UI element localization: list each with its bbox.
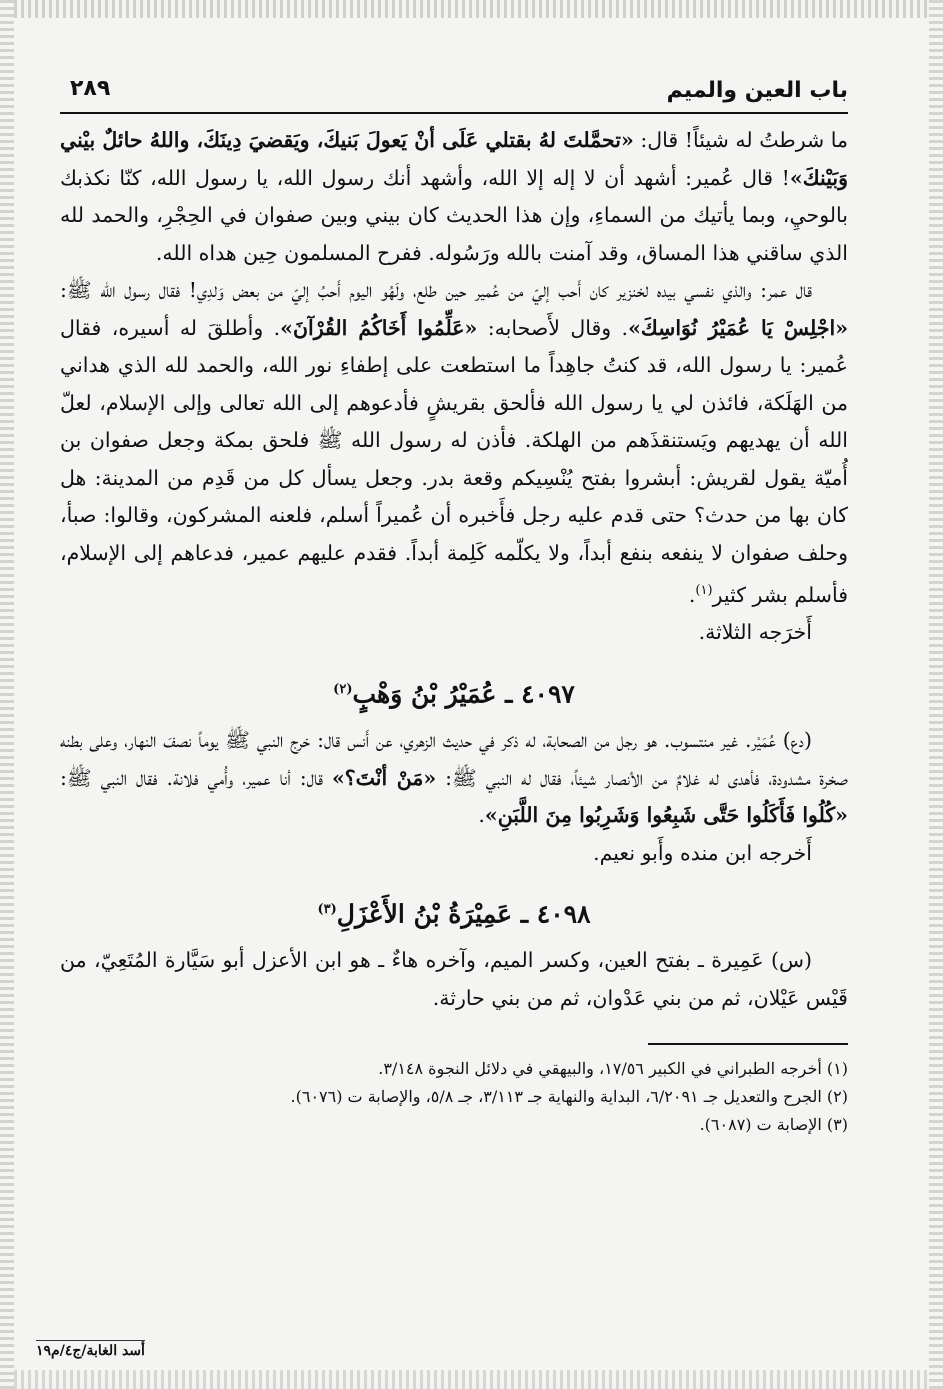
hadith-quote: «كُلُوا فَأَكَلُوا حَتَّى شَبِعُوا وَشَرِبُوا مِنَ اللَّبَنِ»	[484, 803, 848, 828]
paragraph-2	[60, 272, 848, 614]
page-frame-top	[0, 0, 943, 18]
attribution-line: أَخرَجه الثلاثة.	[698, 620, 812, 645]
footnote-ref: (١)	[695, 583, 713, 598]
page-header	[60, 70, 848, 114]
page-frame-left	[0, 0, 14, 1389]
text-run: .	[478, 803, 485, 828]
paragraph-1	[60, 122, 848, 272]
entry-paragraph: (س) عَمِيرة ـ بفتح العين، وكسر الميم، وآخره هاءٌ ـ هو ابن الأعزل أبو سَيَّارة المُتَعِيّ، من قَيْس عَيْلان، ثم من بني عَدْوان، ثم من بني حارثة.	[60, 948, 848, 1010]
text-run: قال عمر: والذي نفسي بيده لخنزير كان أَحب إليّ من عُمير حين طلع، ولَهُو اليوم أَحبُ إليّ من بعض وَلدِي! فقال رسول الله ﷺ:	[60, 278, 812, 302]
text-run: (دع) عُمَيْر. غير منتسوب. هو رجل من الصحابة، له ذكر في حديث الزهري، عن أَنس قال: خرج النبي ﷺ يوماً نصفَ النهار، وعلى بطنه صخرة مشدودة، فأهدى له غلامٌ من الأنصار شيئاً، فقال له النبي ﷺ:	[60, 728, 849, 790]
hadith-quote: «عَلِّمُوا أَخَاكُمُ القُرْآنَ»	[280, 315, 478, 340]
hadith-quote: «تحمَّلتَ لهُ بقتلي عَلَى أنْ يَعولَ بَنيكَ، ويَقضيَ دِينَكَ، واللهُ حائلٌ بيْني وَبَيْنكَ»	[60, 128, 848, 190]
book-page	[60, 70, 848, 1370]
footnote: (١) أخرجه الطبراني في الكبير ١٧/٥٦، والبيهقي في دلائل النجوة ٣/١٤٨.	[378, 1059, 848, 1079]
page-number: ٢٨٩	[70, 76, 111, 101]
running-head: باب العين والميم	[666, 78, 848, 103]
footnote-ref: (٣)	[317, 902, 337, 918]
footnote: (٢) الجرح والتعديل جـ ٦/٢٠٩١، البداية والنهاية جـ ٣/١١٣، جـ ٥/٨، والإصابة ت (٦٠٧٦).	[290, 1087, 848, 1107]
text-run: ما شرطتُ له شيئاً! قال:	[633, 128, 848, 152]
footnote-divider	[648, 1043, 848, 1045]
entry-title	[60, 890, 848, 934]
footnote: (٣) الإصابة ت (٦٠٨٧).	[699, 1115, 848, 1135]
text-run: ! قال عُمير: أشهد أن لا إله إلا الله، وأشهد أنك رسول الله، يا رسول الله، كنّا نكذبك بالوحيِ، وبما يأتيك من السماءِ، وإن هذا الحديث كان بيني وبين صفوان في الحِجْرِ، والحمد لله الذي ساقني هذا المساق، وقد آمنت بالله ورَسُوله. ففرح المسلمون حِين هداه الله.	[60, 165, 848, 265]
text-run: . وقال لأَصحابه:	[477, 315, 629, 340]
attribution-line: أَخرجه ابن منده وأَبو نعيم.	[593, 840, 812, 865]
page-frame-right	[929, 0, 943, 1389]
page-frame-bottom	[0, 1370, 943, 1389]
text-run: قال: أنا عمير، وأُمي فلانة. فقال النبي ﷺ:	[60, 765, 332, 790]
text-run: . وأطلقَ له أسيره، فقال عُمير: يا رسول الله، قد كنتُ جاهِداً ما استطعت على إطفاءِ نور الله، والحمد لله الذي هداني من الهَلَكة، فائذن لي يا رسول الله فألحق بقريشٍ فأدعوهم إلى الله تعالى وإلى الإسلام، لعلّ الله أن يهديهم ويَستنقذَهم من الهلكة. فأذن له رسول الله ﷺ فلحق بمكة وجعل صفوان بن أُميّة يقول لقريش: أبشروا بفتح يُنْسِيكم وقعة بدر. وجعل يسأل كل من قَدِم من المدينة: هل كان بها من حدث؟ حتى قدم عليه رجل فأَخبره أن عُميراً أسلم، فلعنه المشركون، وقالوا: صبأ، وحلف صفوان لا ينفعه بنفع أبداً، ولا يكلّمه كَلِمة أبداً. فقدم عليهم عمير، فدعاهم إلى الإسلام، فأسلم بشر كثير	[60, 315, 849, 607]
entry-title-text: ٤٠٩٨ ـ عَمِيْرَةُ بْنُ الأَعْزَلِ	[336, 899, 591, 929]
printer-signature: أسد الغابة/ج٤/م١٩	[36, 1340, 145, 1359]
entry-title-text: ٤٠٩٧ ـ عُمَيْرُ بْنُ وَهْبٍ	[352, 679, 575, 709]
footnotes	[60, 1055, 848, 1139]
entry-title	[60, 670, 848, 714]
text-run: .	[688, 582, 696, 607]
hadith-quote: «مَنْ أنْتَ؟»	[331, 765, 437, 790]
hadith-quote: «اجْلِسْ يَا عُمَيْرُ نُوَاسِكَ»	[628, 315, 849, 340]
main-text	[60, 122, 848, 1017]
footnote-ref: (٢)	[333, 681, 353, 697]
entry-paragraph	[60, 722, 848, 835]
